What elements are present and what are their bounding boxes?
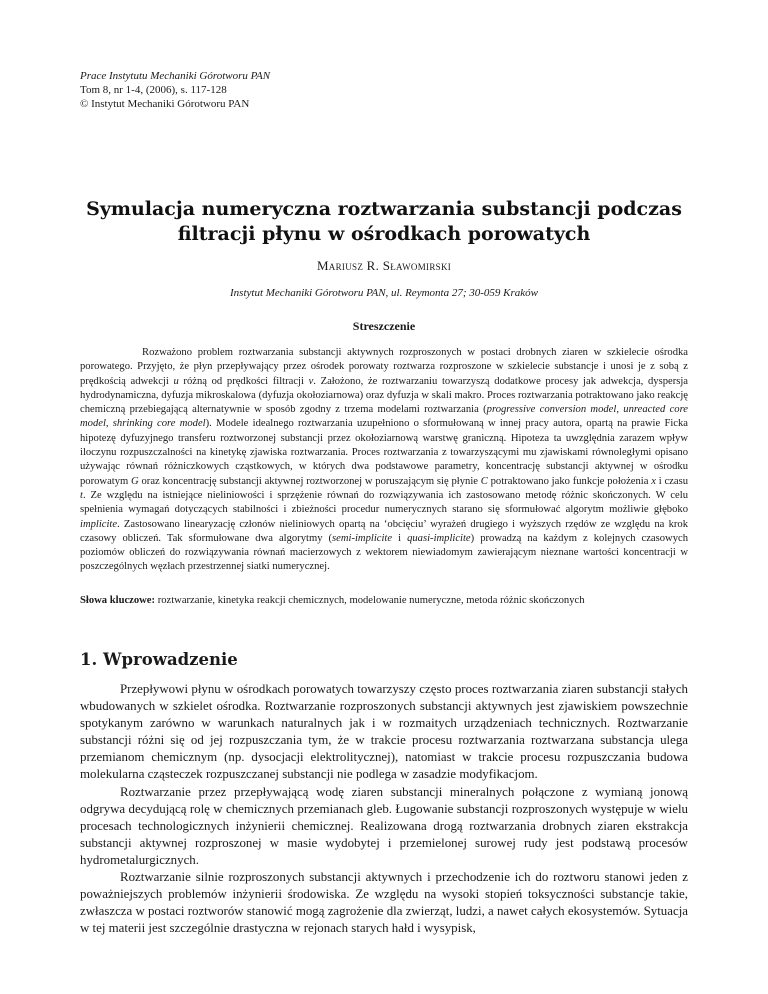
keywords-label: Słowa kluczowe: bbox=[80, 595, 156, 606]
paper-author: Mariusz R. Sławomirski bbox=[316, 258, 452, 273]
paragraph-3: Roztwarzanie silnie rozproszonych substancji aktywnych i przechodzenie ich do roztworu stanowi jeden z poważniejszych problemów inżynierii środowiska. Ze względu na wysoki stopień toksyczności substancje takie, zwłaszcza w postaci roztworów stanowić mogą zagrożenie dla zwierząt, ludzi, a nawet całych ekosystemów. Sytuacja w tej materii jest szczególnie drastyczna w rejonach starych hałd i wysypisk, bbox=[80, 870, 688, 936]
keywords-text: roztwarzanie, kinetyka reakcji chemicznych, modelowanie numeryczne, metoda różnic skończonych bbox=[155, 595, 585, 606]
paper-title-line-1: Symulacja numeryczna roztwarzania substancji podczas bbox=[86, 198, 682, 220]
journal-name: Prace Instytutu Mechaniki Górotworu PAN bbox=[80, 70, 271, 82]
section-heading: 1. Wprowadzenie bbox=[80, 650, 238, 669]
abstract-text: Rozważono problem roztwarzania substancji aktywnych rozproszonych w postaci drobnych ziaren w szkielecie ośrodka porowatego. Przyjęto, że płyn przepływający przez ośrodek porowaty roztwarza rozproszone w szkielecie substancje i unosi je z sobą z prędkością adwekcji u różną od prędkości filtracji v. Założono, że roztwarzaniu towarzyszą dodatkowe procesy jak adwekcja, dyspersja hydrodynamiczna, dyfuzja mikroskalowa (dyfuzja okołoziarnowa) oraz dyfuzja w skali makro. Proces roztwarzania potraktowano jako reakcję chemiczną przebiegającą alternatywnie w sposób zgodny z trzema modelami roztwarzania (progressive conversion model, unreacted core model, shrinking core model). Modele idealnego roztwarzania uzupełniono o sformułowaną w innej pracy autora, opartą na prawie Ficka hipotezę dyfuzyjnego transferu roztworzonej substancji przez okołoziarnową warstwę graniczną. Hipoteza ta uwzględnia zarazem wpływ iloczynu rozpuszczalności na kinetykę zjawiska roztwarzania. Proces roztwarzania z towarzyszącymi mu zjawiskami równoległymi opisano używając równań różniczkowych cząstkowych, w których dwa podstawowe parametry, koncentrację substancji aktywnej w ośrodku porowatym G oraz koncentrację substancji aktywnej roztworzonej w poruszającym się płynie C potraktowano jako funkcje położenia x i czasu t. Ze względu na istniejące nieliniowości i sprzężenie równań do rozwiązywania ich zastosowano metodę różnic skończonych. W celu spełnienia wymagań dotyczących stabilności i zbieżności procedur numerycznych starano się sformułować algorytm możliwie głęboko implicite. Zastosowano linearyzację członów nieliniowych opartą na ‘obcięciu’ wyrażeń drugiego i wyższych rzędów ze względu na krok czasowy obliczeń. Tak sformułowane dwa algorytmy (semi-implicite i quasi-implicite) prowadzą na każdym z kolejnych czasowych poziomów obliczeń do rozwiązywania równań macierzowych z wektorem niewiadomym zawierającym nieznane wartości koncentracji w poszczególnych węzłach przestrzennej siatki numerycznej. bbox=[80, 347, 689, 573]
abstract-heading: Streszczenie bbox=[352, 319, 416, 333]
paper-title bbox=[60, 197, 708, 247]
keywords bbox=[80, 594, 688, 608]
author-affiliation: Instytut Mechaniki Górotworu PAN, ul. Reymonta 27; 30-059 Kraków bbox=[230, 287, 538, 299]
journal-copyright: © Instytut Mechaniki Górotworu PAN bbox=[80, 98, 250, 110]
journal-volume: Tom 8, nr 1-4, (2006), s. 117-128 bbox=[80, 84, 227, 96]
journal-header bbox=[80, 69, 270, 111]
paragraph-2: Roztwarzanie przez przepływającą wodę ziaren substancji mineralnych połączone z wymianą jonową odgrywa decydującą rolę w chemicznych przemianach gleb. Ługowanie substancji rozproszonych występuje w wielu procesach technologicznych inżynierii chemicznej. Realizowana drogą roztwarzania drobnych ziaren ekstrakcja substancji aktywnej rozproszonej w masie wydobytej i przemielonej surowej rudy jest podstawą procesów hydrometalurgicznych. bbox=[80, 784, 688, 867]
section-body bbox=[80, 681, 688, 937]
paragraph-1: Przepływowi płynu w ośrodkach porowatych towarzyszy często proces roztwarzania ziaren substancji stałych wbudowanych w szkielet ośrodka. Roztwarzanie rozproszonych substancji aktywnych jest zjawiskiem powszechnie spotykanym zarówno w warunkach naturalnych jak i w rozmaitych urządzeniach technicznych. Roztwarzanie substancji różni się od jej rozpuszczania tym, że w trakcie procesu roztwarzania roztwarzana substancja ulega przemianom chemicznym (np. dysocjacji elektrolitycznej), natomiast w trakcie procesu rozpuszczania budowa molekularna cząsteczek rozpuszczanej substancji nie podlega w zasadzie modyfikacjom. bbox=[80, 682, 688, 782]
paper-title-line-2: filtracji płynu w ośrodkach porowatych bbox=[177, 223, 591, 245]
